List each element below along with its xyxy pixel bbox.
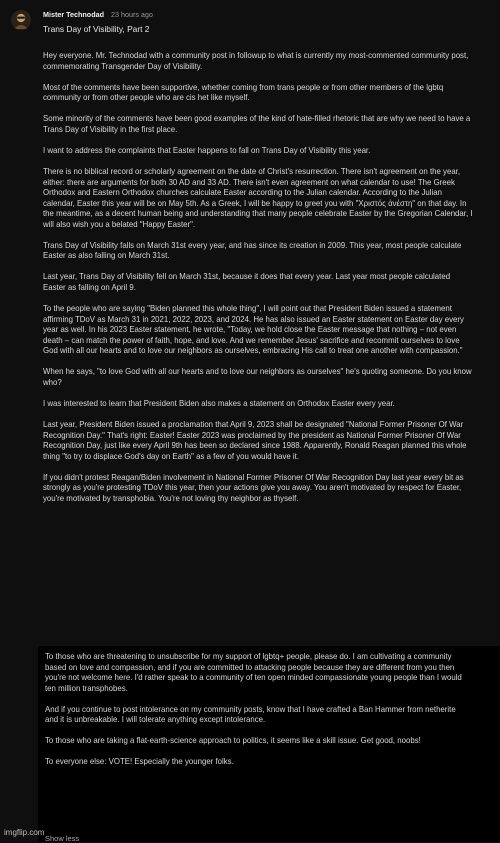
post-paragraph: To those who are taking a flat-earth-science approach to politics, it seems like a skill issue. Get good, noobs! (45, 736, 421, 746)
author-name[interactable]: Mister Technodad (43, 10, 104, 19)
post-body (43, 51, 473, 515)
post-paragraph: Most of the comments have been supportive, whether coming from trans people or from other members of the lgbtq community or from other people who are cis het like myself. (43, 82, 444, 103)
post-timestamp[interactable]: 23 hours ago (110, 10, 153, 19)
imgflip-watermark: imgflip.com (4, 828, 45, 837)
post-paragraph: Some minority of the comments have been good examples of the kind of hate-filled rhetoric that are why we need to have a Trans Day of Visibility in the first place. (43, 114, 471, 134)
post-body-continued (38, 646, 500, 842)
post-paragraph: And if you continue to post intolerance on my community posts, know that I have crafted a Ban Hammer from netherite and it is unbreakable. I will tolerate anything except intolerance. (45, 704, 456, 725)
post-paragraph: Last year, President Biden issued a proclamation that April 9, 2023 shall be designated "National Former Prisoner Of War Recognition Day." That's right: Easter! Easter 2023 was proclaimed by the president as National Former Prisoner Of War Recognition Day, just like every April 9th has been so declared since 1988. Apparently, Ronald Reagan planned this whole thing "to try to displace God's day on Earth" as a few of you would have it. (43, 420, 467, 461)
post-body-continued-text (45, 652, 470, 779)
post-paragraph: If you didn't protest Reagan/Biden involvement in National Former Prisoner Of War Recognition Day last year every bit as strongly as you're protesting TDoV this year, then your actions give you away. You aren't motivated by respect for Easter, you're motivated by transphobia. You're not loving thy neighbor as thyself. (43, 472, 464, 503)
avatar-image (11, 10, 31, 30)
post-paragraph: Last year, Trans Day of Visibility fell on March 31st, because it does that every year. Last year most people calculated Easter as falling on April 9. (43, 272, 451, 293)
show-less-button[interactable]: Show less (45, 834, 80, 843)
post-paragraph: To those who are threatening to unsubscribe for my support of lgbtq+ people, please do. I am cultivating a community based on love and compassion, and if you are committed to attacking people because they are different from you then you're not welcome here. I'd rather speak to a community of ten open minded compassionate young people than I would ten million transphobes. (45, 652, 462, 693)
post-title: Trans Day of Visibility, Part 2 (43, 24, 150, 34)
post-paragraph: There is no biblical record or scholarly agreement on the date of Christ's resurrection. There isn't agreement on the year, either: there are arguments for both 30 AD and 33 AD. There isn't even agreement on what calendar to use! The Greek Orthodox and Eastern Orthodox churches calculate Easter according to the Julian calendar. According to the Julian calendar, Easter this year will be on May 5th. As a Greek, I will be happy to greet you with "Χριστός ἀνέστη" on that day. In the meantime, as a decent human being and understanding that many people celebrate Easter by the Gregorian Calendar, I will also wish you a belated "Happy Easter". (43, 167, 473, 229)
post-paragraph: When he says, "to love God with all our hearts and to love our neighbors as ourselves" he's quoting someone. Do you know who? (43, 367, 472, 387)
post-paragraph: To the people who are saying "Biden planned this whole thing", I will point out that President Biden issued a statement affirming TDoV as March 31 in 2021, 2022, 2023, and 2024. He has also issued an Easter statement on Easter day every year as well. In his 2023 Easter statement, he wrote, "Today, we hold close the Easter message that nothing – not even death – can match the power of faith, hope, and love. And we remember Jesus' sacrifice and recommit ourselves to love God with all our hearts and to love our neighbors as ourselves, embracing His call to treat one another with compassion." (43, 304, 464, 356)
post-paragraph: Hey everyone. Mr. Technodad with a community post in followup to what is currently my most-commented community post, commemorating Transgender Day of Visibility. (43, 51, 469, 71)
post-paragraph: I want to address the complaints that Easter happens to fall on Trans Day of Visibility this year. (43, 145, 371, 155)
channel-avatar[interactable] (11, 10, 31, 30)
post-paragraph: Trans Day of Visibility falls on March 31st every year, and has since its creation in 2009. This year, most people calculate Easter as also falling on March 31st. (43, 240, 462, 261)
post-header (43, 10, 153, 19)
post-paragraph: I was interested to learn that President Biden also makes a statement on Orthodox Easter every year. (43, 399, 395, 409)
post-paragraph: To everyone else: VOTE! Especially the younger folks. (45, 757, 234, 767)
